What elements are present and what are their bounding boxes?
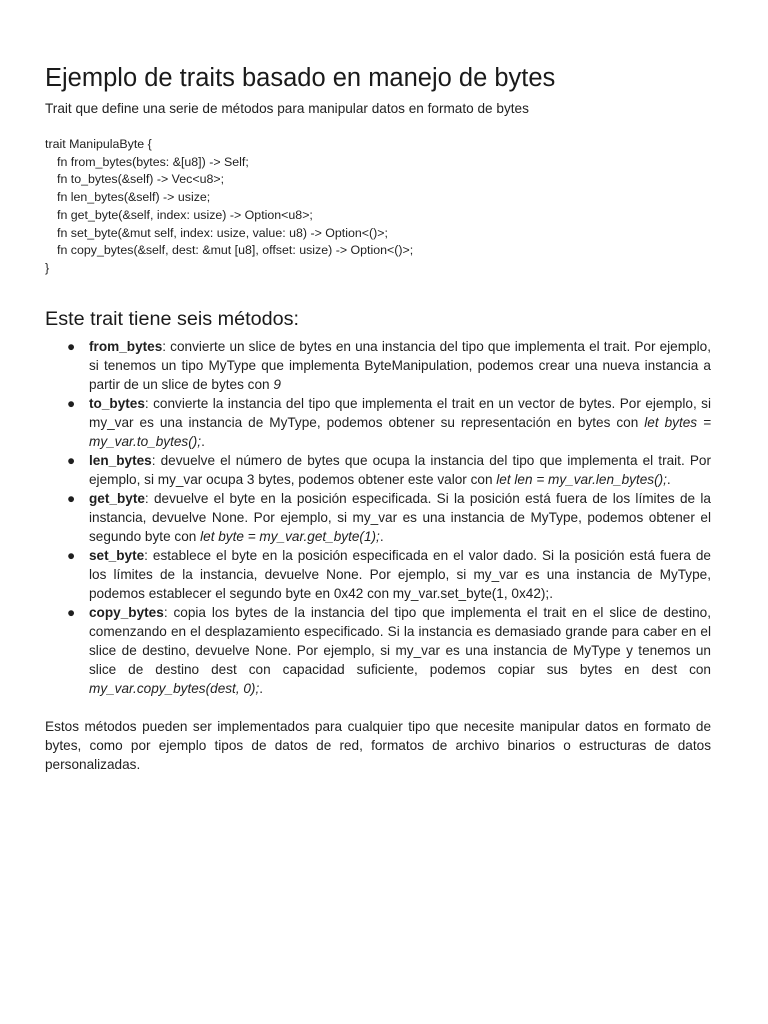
bullet-icon: ● [67,547,76,563]
list-item [45,337,711,394]
method-code: let bytes = my_var.to_bytes(); [89,414,712,449]
method-name: len_bytes [89,452,152,468]
method-tail: . [379,528,384,544]
code-line: fn get_byte(&self, index: usize) -> Option<u8>; [57,207,313,222]
code-line: fn copy_bytes(&self, dest: &mut [u8], offset: usize) -> Option<()>; [57,243,414,258]
code-header: trait ManipulaByte { [45,137,152,151]
section-heading: Este trait tiene seis métodos: [45,307,299,330]
method-code: let byte = my_var.get_byte(1); [200,528,380,544]
method-code: 9 [273,376,281,392]
method-name: get_byte [89,490,145,506]
method-name: copy_bytes [89,604,164,620]
method-code: let len = my_var.len_bytes(); [496,471,667,487]
list-item [45,603,711,698]
method-description: : establece el byte en la posición especificada en el valor dado. Si la posición está fuera de los límites de la instancia, devuelve None. Por ejemplo, si my_var es una instancia de MyType, podemos establecer el segundo byte en 0x42 con my_var.set_byte(1, 0x42);. [89,547,711,601]
list-item [45,394,711,451]
bullet-icon: ● [67,338,76,354]
method-name: to_bytes [89,395,145,411]
method-tail: . [201,433,205,449]
method-name: set_byte [89,547,145,563]
closing-paragraph: Estos métodos pueden ser implementados para cualquier tipo que necesite manipular datos en formato de bytes, como por ejemplo tipos de datos de red, formatos de archivo binarios o estructuras de datos personalizadas. [45,718,711,772]
code-line: fn from_bytes(bytes: &[u8]) -> Self; [57,154,249,169]
method-name: from_bytes [89,338,163,354]
bullet-icon: ● [67,452,76,468]
code-block [45,136,711,278]
page-title: Ejemplo de traits basado en manejo de bytes [45,64,556,92]
method-description: : devuelve el número de bytes que ocupa la instancia del tipo que implementa el trait. Por ejemplo, si my_var ocupa 3 bytes, podemos obtener este valor con [89,452,711,487]
method-description: : convierte la instancia del tipo que implementa el trait en un vector de bytes. Por ejemplo, si my_var es una instancia de MyType, podemos obtener su representación en bytes con [89,395,711,430]
code-line: fn to_bytes(&self) -> Vec<u8>; [57,172,225,187]
code-line: fn set_byte(&mut self, index: usize, value: u8) -> Option<()>; [57,225,388,240]
method-description: : copia los bytes de la instancia del tipo que implementa el trait en el slice de destino, comenzando en el desplazamiento especificado. Si la instancia es demasiado grande para caber en el slice de destino, devuelve None. Por ejemplo, si my_var es una instancia de MyType y tenemos un slice de destino dest con capacidad suficiente, podemos copiar sus bytes en dest con [89,604,711,677]
bullet-icon: ● [67,490,76,506]
list-item [45,546,711,603]
method-code: my_var.copy_bytes(dest, 0); [89,680,260,696]
bullet-icon: ● [67,395,76,411]
method-description: : devuelve el byte en la posición especificada. Si la posición está fuera de los límites de la instancia, devuelve None. Por ejemplo, si my_var es una instancia de MyType, podemos obtener el segundo byte con [89,490,711,544]
method-description: : convierte un slice de bytes en una instancia del tipo que implementa el trait. Por ejemplo, si tenemos un tipo MyType que implementa ByteManipulation, podemos crear una nueva instancia a partir de un slice de bytes con [89,338,711,392]
list-item [45,451,711,489]
page-subtitle: Trait que define una serie de métodos para manipular datos en formato de bytes [45,101,529,116]
code-line: fn len_bytes(&self) -> usize; [57,190,211,205]
list-item [45,489,711,546]
code-footer: } [45,260,50,275]
method-list [45,337,711,698]
method-tail: . [666,471,671,487]
method-tail: . [259,680,264,696]
bullet-icon: ● [67,604,76,620]
